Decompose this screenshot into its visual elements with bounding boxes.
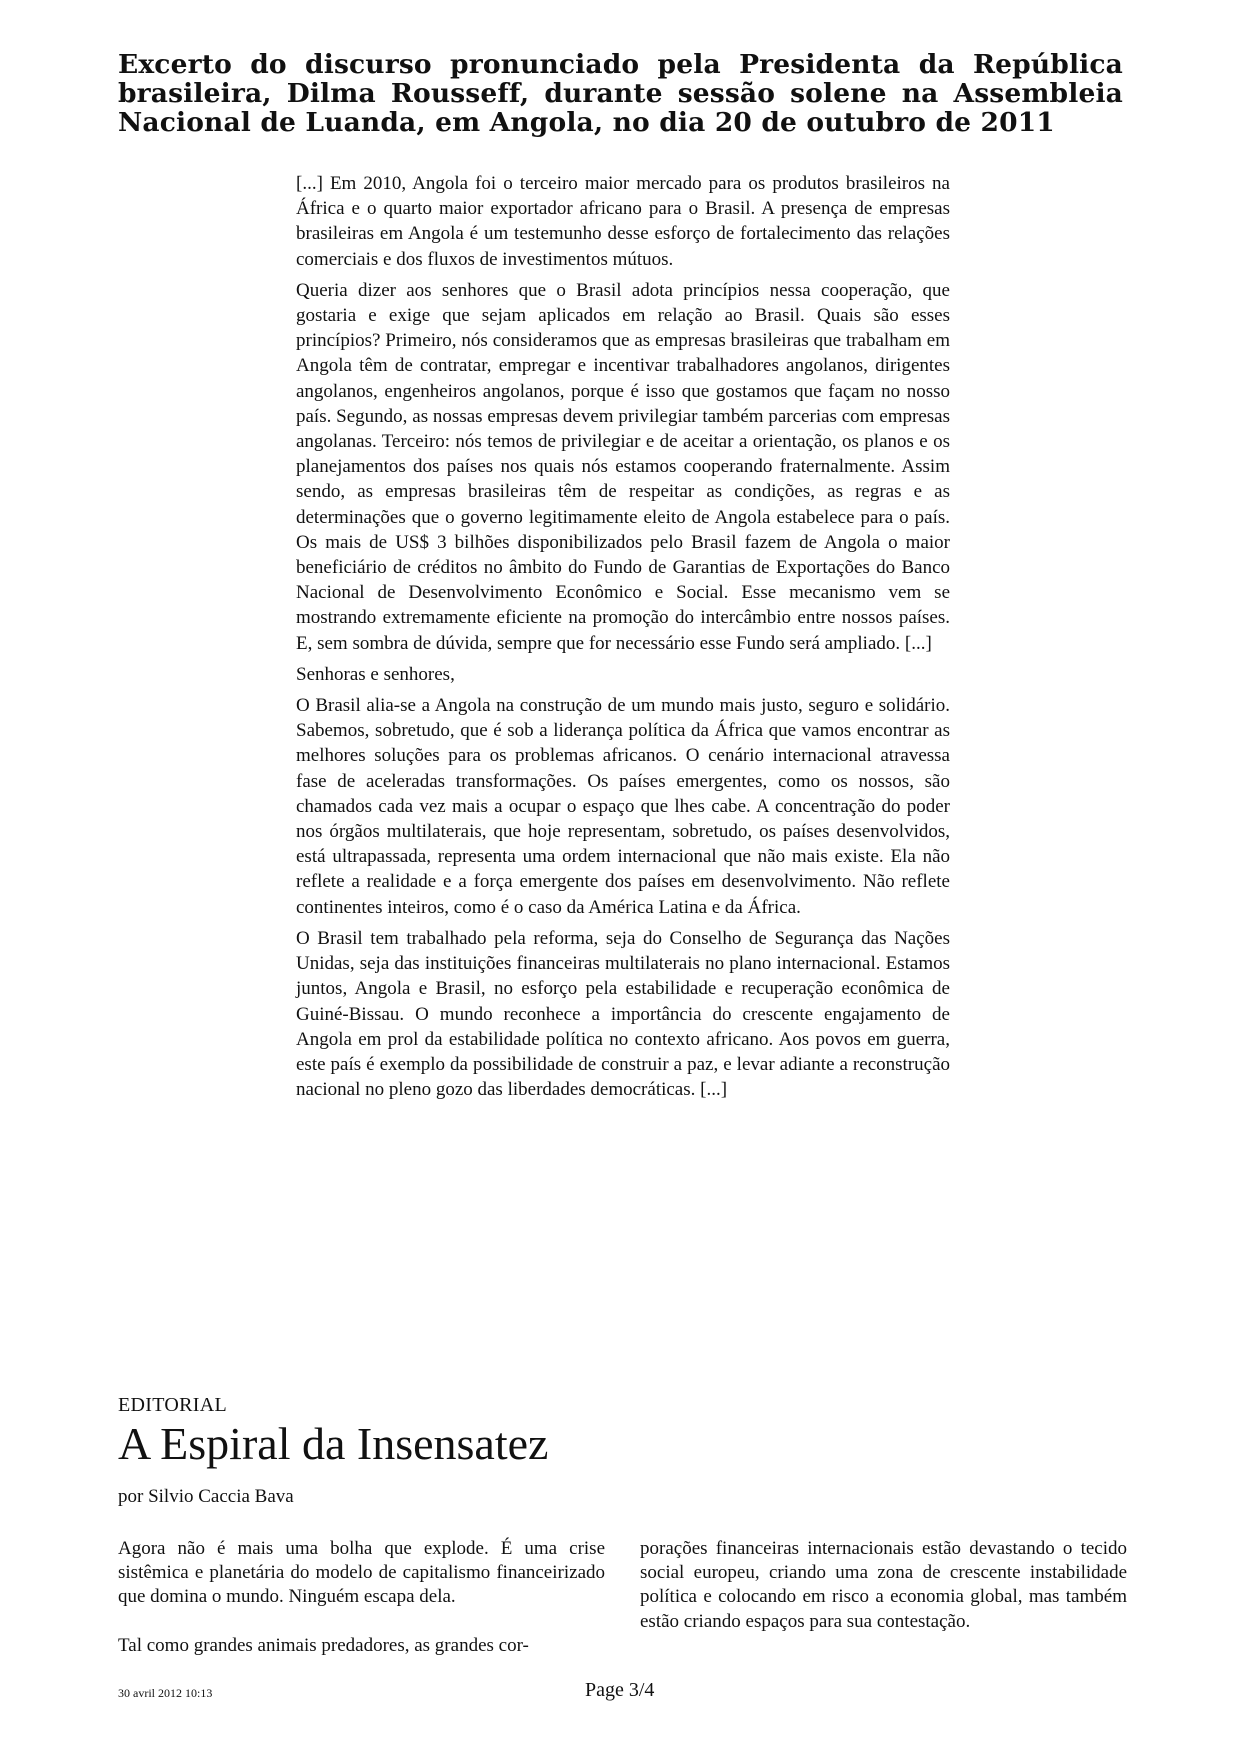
print-timestamp: 30 avril 2012 10:13 — [118, 1686, 213, 1700]
article-paragraph: porações financeiras internacionais estão devastando o tecido social europeu, criando uma zona de crescente instabilidade política e colocando em risco a economia global, mas também estão criando espaços para sua contestação. — [640, 1538, 1127, 1632]
article-headline: A Espiral da Insensatez — [118, 1418, 549, 1469]
page-number: Page 3/4 — [585, 1679, 655, 1701]
article-column-right — [640, 1537, 1127, 1658]
speech-paragraph: Senhoras e senhores, — [296, 663, 455, 685]
article-paragraph: Agora não é mais uma bolha que explode. É uma crise sistêmica e planetária do modelo de capitalismo financeirizado que domina o mundo. Ninguém escapa dela. — [118, 1538, 605, 1608]
article-column-left — [118, 1537, 605, 1682]
speech-paragraph: O Brasil tem trabalhado pela reforma, seja do Conselho de Segurança das Nações Unidas, seja das instituições financeiras multilaterais no plano internacional. Estamos juntos, Angola e Brasil, no esforço pela estabilidade e recuperação econômica de Guiné-Bissau. O mundo reconhece a importância do crescente engajamento de Angola em prol da estabilidade política no contexto africano. Aos povos em guerra, este país é exemplo da possibilidade de construir a paz, e levar adiante a reconstrução nacional no pleno gozo das liberdades democráticas. [...] — [296, 927, 950, 1101]
section-kicker: EDITORIAL — [118, 1394, 227, 1416]
speech-paragraph: [...] Em 2010, Angola foi o terceiro maior mercado para os produtos brasileiros na África e o quarto maior exportador africano para o Brasil. A presença de empresas brasileiras em Angola é um testemunho desse esforço de fortalecimento das relações comerciais e dos fluxos de investimentos mútuos. — [296, 173, 950, 270]
article-paragraph: Tal como grandes animais predadores, as grandes cor- — [118, 1634, 529, 1656]
speech-excerpt — [296, 171, 950, 1108]
speech-paragraph: O Brasil alia-se a Angola na construção de um mundo mais justo, seguro e solidário. Sabemos, sobretudo, que é sob a liderança política da África que vamos encontrar as melhores soluções para os problemas africanos. O cenário internacional atravessa fase de aceleradas transformações. Os países emergentes, como os nossos, são chamados cada vez mais a ocupar o espaço que lhes cabe. A concentração do poder nos órgãos multilaterais, que hoje representam, sobretudo, os países desenvolvidos, está ultrapassada, representa uma ordem internacional que não mais existe. Ela não reflete a realidade e a força emergente dos países em desenvolvimento. Não reflete continentes inteiros, como é o caso da América Latina e da África. — [296, 695, 950, 918]
speech-title: Excerto do discurso pronunciado pela Presidenta da República brasileira, Dilma Rousseff, durante sessão solene na Assembleia Nacional de Luanda, em Angola, no dia 20 de outubro de 2011 — [118, 49, 1123, 138]
article-byline: por Silvio Caccia Bava — [118, 1486, 294, 1507]
speech-paragraph: Queria dizer aos senhores que o Brasil adota princípios nessa cooperação, que gostaria e exige que sejam aplicados em relação ao Brasil. Quais são esses princípios? Primeiro, nós consideramos que as empresas brasileiras que trabalham em Angola têm de contratar, empregar e incentivar trabalhadores angolanos, dirigentes angolanos, engenheiros angolanos, porque é isso que gostamos que façam no nosso país. Segundo, as nossas empresas devem privilegiar também parcerias com empresas angolanas. Terceiro: nós temos de privilegiar e de aceitar a orientação, os planos e os planejamentos dos países nos quais nós estamos cooperando fraternalmente. Assim sendo, as empresas brasileiras têm de respeitar as condições, as regras e as determinações que o governo legitimamente eleito de Angola estabelece para o país. Os mais de US$ 3 bilhões disponibilizados pelo Brasil fazem de Angola o maior beneficiário de créditos no âmbito do Fundo de Garantias de Exportações do Banco Nacional de Desenvolvimento Econômico e Social. Esse mecanismo vem se mostrando extremamente eficiente na promoção do intercâmbio entre nossos países. E, sem sombra de dúvida, sempre que for necessário esse Fundo será ampliado. [...] — [296, 279, 950, 654]
